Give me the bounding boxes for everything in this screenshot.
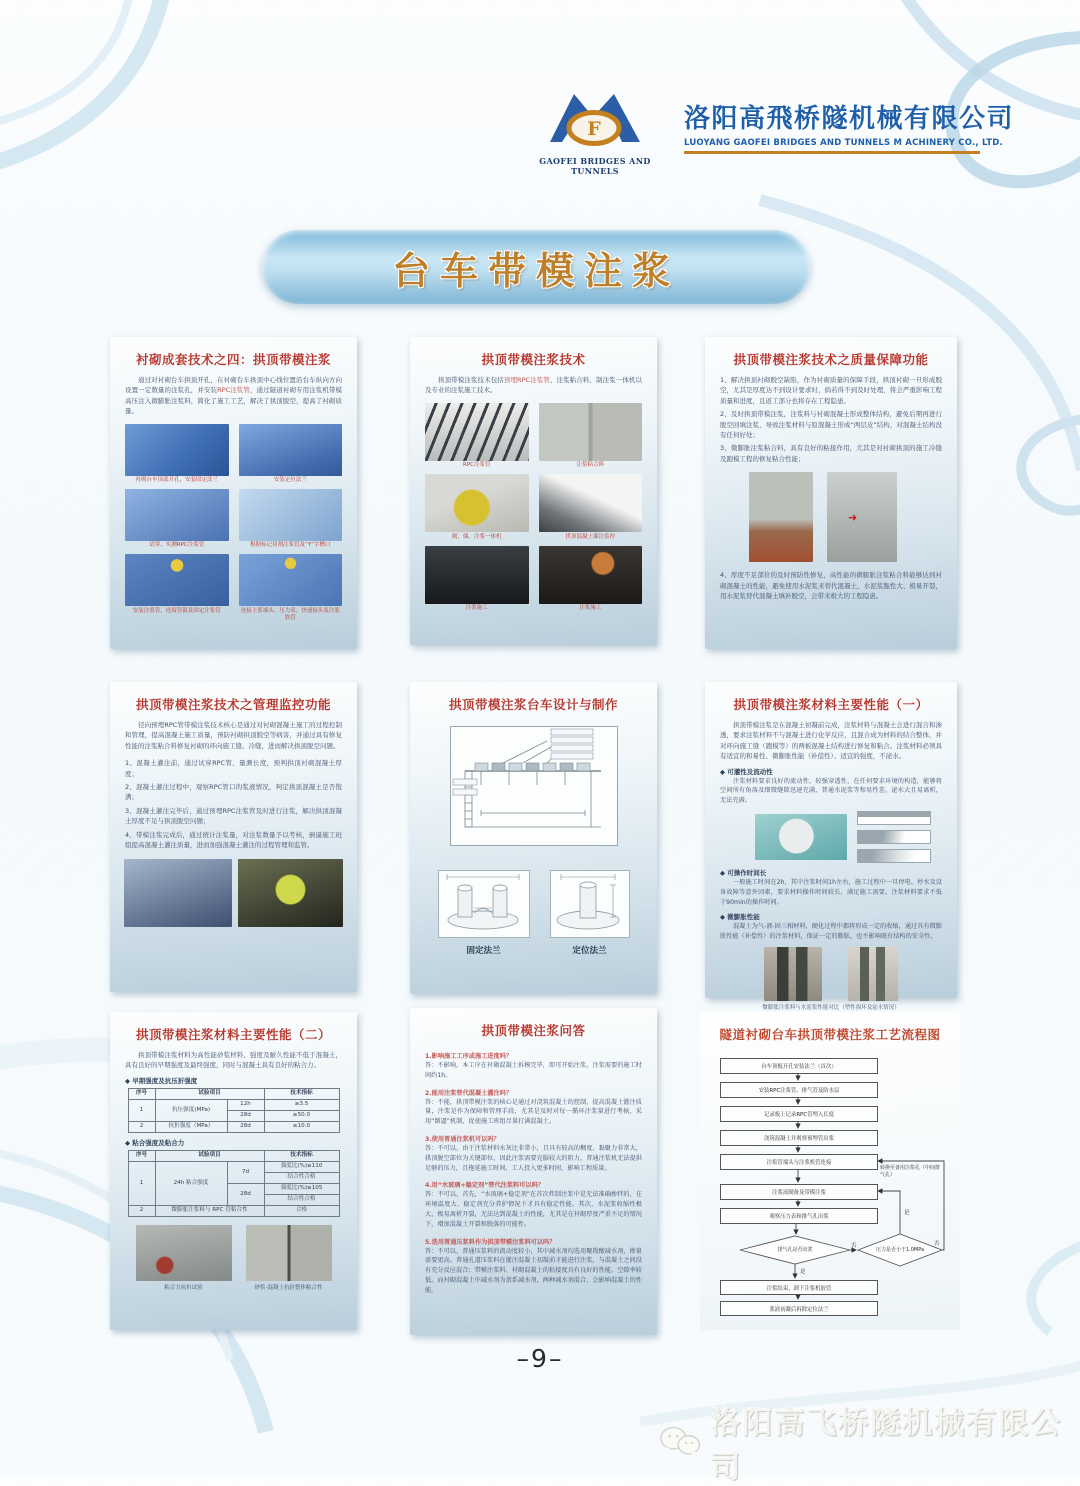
panel-title: 隧道衬砌台车拱顶带模注浆工艺流程图 [719,1027,941,1042]
cell: 结合性合格 [264,1194,339,1205]
answer-1: 答：不影响，本工序在衬砌混凝土拆模完毕，即可开始注浆，注浆需要的施工时间约1h。 [425,1062,642,1079]
flow-step-5: 注浆管端头与注浆机管连接 [720,1154,878,1170]
photo-caption: 连接上浆端头、压力表、快速接头及注浆软管 [240,607,340,621]
page-number: –9– [516,1344,564,1373]
flow-label-yes: 是 [904,1210,910,1216]
photo-caption: 试穿、实测RPC注浆管 [149,542,205,549]
panel-intro: 拱顶带模注浆是在混凝土初凝前完成，注浆材料与混凝土会进行混合和渗透，要求注浆材料不与混凝土进行化学反应，且混合成为材料的结合整体，并对环向施工缝（跑模等）的两板混凝土结构进行修复和粘合。注浆材料必须具有适宜的和易性、微膨胀性能（补偿性）、适宜的强度，不泌水。 [720,721,942,761]
cell: 28d [227,1110,264,1121]
positioning-flange-drawing [551,871,627,935]
photo-caption: 拱顶混凝土灌注监控 [565,533,615,540]
panel-intro: 径向预埋RPC管带模注浆技术核心是通过对衬砌混凝土施工的过程控制和管理，提高混凝土施工质量，预防衬砌拱顶脱空等病害，并通过具有修复性能的注浆粘合料修复衬砌的环向施工缝、冷缝，进而解决拱顶脱空问题。 [125,721,342,750]
photo-caption: 注浆粘合料 [576,462,604,469]
flow-label-yes: 是 [800,1269,806,1275]
flow-diagrams [857,811,931,863]
flange-caption-right: 定位法兰 [572,946,607,956]
panel-trolley-design [410,682,657,994]
company-logo [520,84,670,176]
flow-step-6: 注浆液制备及带模注浆 [720,1184,878,1200]
th-seq: 序号 [128,1150,155,1161]
page-header [520,84,1015,194]
panel-material-performance-1 [705,682,957,1012]
photo-grouting-work-2 [539,546,643,604]
flow-decision-pressure: 压力是否小于1.0MPa [875,1247,925,1253]
cell: 结合性合格 [264,1172,339,1183]
intro-red: 预埋RPC注浆管 [503,376,550,384]
page-title: 台车带模注浆 [391,247,680,293]
th-index: 技术指标 [264,1150,339,1161]
intro-red: RPC注浆管 [217,386,250,395]
cell: ≥10.0 [264,1121,339,1132]
question-4: 4.用“水玻璃+稳定剂”替代注浆料可以吗？ [425,1182,544,1190]
cross-section-drawing [451,727,615,843]
flow-step-9: 浆液初凝后拆除定位法兰 [720,1301,878,1316]
item-1: 1、混凝土灌注前，通过试穿RPC管、量测长度，预判拱顶衬砌混凝土厚度； [125,759,342,778]
th-index: 技术指标 [264,1088,339,1099]
cell: 28d [227,1183,264,1205]
photo-caption: 注浆施工 [465,605,488,612]
flow-diagram-1 [857,811,931,825]
strength-table [128,1088,340,1133]
question-5: 5.选用普通压浆料作为拱顶带模注浆料可以吗？ [425,1238,556,1246]
cell: 12h [227,1099,264,1110]
photo-bond-test [136,1225,232,1281]
photo-grout-bags [539,403,643,461]
item-4: 4、带模注浆完成后，通过统计注浆量，对注浆数量予以考核，倒逼施工班组提高混凝土灌注质量，进而加强混凝土灌注的过程管理和监管。 [125,830,342,849]
cell: 1 [128,1099,155,1121]
flow-step-8: 注浆结束，卸下注浆机胶管 [720,1280,878,1295]
wechat-icon [658,1423,702,1461]
gaofei-logo-icon [536,84,654,150]
flow-side-note: 转换至备用注浆孔（中间排气孔） [880,1165,941,1179]
photo-drill-hole [125,424,229,476]
panel-title: 拱顶带模注浆技术 [481,352,586,367]
technical-drawing [450,726,618,846]
flange-caption-left: 固定法兰 [466,946,501,956]
answer-2: 答：不能，拱顶带模注浆的核心是通过对浇筑混凝土的控制，提高混凝土灌注质量，注浆是作为保障和管理手段，尤其是及时对每一循环注浆量进行考核，采用“倒逼”机制，促使施工班组尽量打满混凝土。 [425,1098,642,1126]
para-1: 1、解决拱顶衬砌脱空缺陷，作为衬砌质量的保障手段，拱顶衬砌一旦形成脱空，尤其是厚度达不到设计要求时，倘若得不到及时处理，将会严重影响工程质量和进度，且返工部分也将存在工程隐患。 [720,376,942,405]
panel-title: 拱顶带模注浆材料主要性能（一） [733,697,929,712]
panel-intro [125,375,342,417]
question-3: 3.使用普通注浆机可以吗？ [425,1135,500,1143]
photo-concrete-repair [749,472,813,562]
panel-material-performance-2 [110,1012,357,1330]
intro-post: ，通过隧道衬砌专用注浆机带模高压注入微膨胀注浆料，简化了施工工艺，解决了拱顶脱空，提高了衬砌质量。 [125,386,343,416]
answer-5: 答：不可以，普通压浆料的流动度较小，其中减水剂均选用聚羧酸减水剂，掺量需要更高。普通孔道压浆料在灌注混凝土初凝前才能进行注浆，与混凝土之间没有充分反应混合；带模注浆料、衬砌混凝土的粘接度具有良好的性能，空隙率较低。而衬砌混凝土中减水剂为萘系减水剂，两种减水剂混合，会影响混凝土的性能。 [425,1247,642,1294]
logo-letter: F [587,118,601,140]
photo-caption: 砂浆-混凝土抗折整体粘合性 [254,1284,323,1291]
panel-title: 拱顶带模注浆技术之质量保障功能 [733,352,929,367]
panel-management-monitoring [110,682,357,992]
photo-grout-machine [425,474,529,532]
cell: 1 [128,1161,155,1205]
panel-intro: 拱顶带模注浆材料为高性能砂浆材料，强度及耐久性能不低于混凝土，具有良好的早期强度及最终强度，同时与混凝土具有良好的粘合力。 [125,1051,342,1070]
answer-3: 答：不可以，由于注浆材料水灰比非常小，且具有较高的稠度、黏聚力非常大，拱顶脱空部位为关键部位，因此注浆需要克服较大的阻力，普通注浆机无法提供足够的压力，且拖延施工时间、工人投入更多时间，影响工程质量。 [425,1144,642,1172]
photo-caption: 安装注浆管，连接管箍及固定注浆管 [132,607,221,614]
panel-title: 衬砌成套技术之四：拱顶带模注浆 [135,352,331,367]
question-1: 1.影响施工工序或施工进度吗？ [425,1053,513,1060]
photo-crown-monitor [539,474,643,532]
cell: 合格 [264,1205,339,1216]
cell: ≥3.5 [264,1099,339,1110]
fixed-flange-figure [438,870,530,956]
para-2: 2、及时拱顶带模注浆，注浆料与衬砌混凝土形成整体结构，避免后期再进行脱空回填注浆，导致注浆材料与原混凝土形成“两层皮”结构，对混凝土结构没有任何好处； [720,410,942,439]
flow-step-7: 观察压力表和排气孔出浆 [720,1208,878,1224]
photo-machine-dark [238,859,343,927]
company-name-cn: 洛阳高飛桥隧机械有限公司 [684,104,1015,134]
photo-caption: 根据标记切割注浆管及“Y”字槽口 [250,542,331,549]
flow-label-no: 否 [851,1243,857,1249]
section-1-title: ◆ 早期强度及抗压折强度 [125,1076,198,1085]
flow-step-4: 浇筑混凝土并观察预埋管出浆 [720,1130,878,1146]
intro-post: 、注浆粘合料、制注浆一体机以及专业的注浆施工技术。 [425,376,643,395]
fixed-flange-drawing [439,871,527,935]
bonding-table [128,1150,340,1217]
photo-install-pipe [125,554,229,606]
photo-flow-test [755,814,847,860]
panel-title: 拱顶带模注浆技术之管理监控功能 [135,697,331,712]
flow-step-2: 安装RPC注浆管、排气管及防水层 [720,1082,878,1098]
cell: 2 [128,1205,155,1216]
cell: 强度比(%)≥110 [264,1161,339,1172]
photo-caption: 衬砌台车顶部开孔，安装固定法兰 [135,477,218,484]
bullet-1-title: ◆ 可灌性及流动性 [720,767,773,776]
panel-quality-assurance [705,337,957,649]
flow-decision-outlet: 排气孔是否出浆 [777,1247,813,1253]
section-2-title: ◆ 粘合强度及粘合力 [125,1138,185,1147]
panel-lining-tech-4 [110,337,357,649]
cell: 抗压强度(MPa) [155,1099,227,1121]
intro-pre: 拱顶带模注浆技术包括 [438,376,504,384]
flow-diagram-2 [857,830,931,844]
question-2: 2.能用注浆替代混凝土灌注吗？ [425,1089,513,1097]
photo-caption: 粘合力抗折试验 [164,1284,203,1291]
th-seq: 序号 [128,1088,155,1099]
company-name-en: LUOYANG GAOFEI BRIDGES AND TUNNELS M ACHINERY CO., LTD. [684,138,1003,148]
flowchart [710,1058,946,1322]
logo-caption: GAOFEI BRIDGES AND TUNNELS [539,156,651,176]
cell: 7d [227,1161,264,1183]
th-item: 试验项目 [155,1150,264,1161]
positioning-flange-figure [550,870,630,956]
answer-4: 答：不可以，首先，“水玻璃+稳定剂”在首次拌制注浆中是无法准确掺拌的，在环境温度大、稳定剂充分养护情况下才具有稳定性能。其次，水泥浆收缩性极大，极易离析开裂，无法达到混凝土的性能，尤其是在衬砌厚度严重不足的情况下，增加混凝土开裂和脱落的可能性。 [425,1191,642,1228]
panel-title: 拱顶带模注浆问答 [481,1023,586,1038]
watermark-text: 洛阳高飞桥隧机械有限公司 [710,1406,1063,1485]
watermark [658,1398,1080,1486]
panel-qa [410,1008,657,1335]
item-3: 3、混凝土灌注完毕后，通过预埋RPC注浆管及时进行注浆，解决拱顶混凝土厚度不足与拱顶脱空问题； [125,806,342,826]
panel-intro [425,375,642,396]
para-4: 4、厚度不足部位的及时预防性修复，高性能的微膨胀注浆粘合料能够达到衬砌混凝土的性能，避免使用水泥浆来替代混凝土，水泥浆脆性大、极易开裂，用水泥浆替代混凝土填补脱空，会带来极大的工程隐患。 [720,571,942,600]
photo-caption: 注浆施工 [579,605,602,612]
cell: 抗折强度（MPa） [155,1121,227,1132]
photo-rpc-pipes [425,403,529,461]
cell: 2 [128,1121,155,1132]
bullet-2-text: 一般施工时间在2h，其中注浆时间1h左右，施工过程中一旦停电、停水及设备故障等意外因素，要求材料操作时间较长，满足施工需要。注浆材料要求不低于90min的操作时间。 [720,879,942,906]
photo-positioning-flange [239,424,343,476]
photo-test-pipe [125,489,229,541]
bullet-3-title: ◆ 微膨胀性能 [720,913,760,922]
photo-cut-pipe [239,489,343,541]
flow-diagram-3 [857,849,931,863]
photo-seam-arrow [827,472,897,562]
title-banner [262,230,810,304]
para-3: 3、微膨胀注浆粘合料，具有良好的粘接作用，尤其是对衬砌拱顶的施工冷缝及跑模工程的修复粘合性能； [720,444,942,463]
cell: ≥50.0 [264,1110,339,1121]
panel-process-flowchart [700,1012,960,1330]
photo-grouting-work-1 [425,546,529,604]
photo-caption: 制、储、注浆一体机 [451,533,502,540]
item-2: 2、混凝土灌注过程中，观察RPC管口的浆液情况，判定拱顶混凝土是否饱满； [125,782,342,802]
photo-bottles-left [764,947,822,1001]
th-item: 试验项目 [155,1088,264,1099]
flow-step-3: 记录板上记录RPC管埋入长度 [720,1106,878,1122]
bullet-2-title: ◆ 可操作时间长 [720,869,767,878]
cell: 28d [227,1121,264,1132]
comparison-caption: 微膨胀注浆料与水泥浆性能对比（塑性损坏及泌水情况） [762,1005,900,1012]
orange-rule [684,151,980,154]
photo-bottles-right [848,947,898,1001]
photo-trolley-structure [124,859,232,927]
panel-title: 拱顶带模注浆材料主要性能（二） [135,1027,331,1042]
flow-step-1: 台车顶板开孔安装法兰（首次） [720,1058,878,1074]
intro-pre: 通过对衬砌台车拱顶开孔，在衬砌台车拱顶中心线位置沿台车纵向方向设置一定数量的注浆孔，并安装 [125,376,342,395]
flow-label-no: 否 [934,1241,940,1247]
photo-mortar-bond [246,1225,332,1281]
cell: 微膨胀注浆料与 RPC 管粘合性 [155,1205,264,1216]
panel-grouting-tech [410,337,657,645]
bullet-3-text: 混凝土为气-液-固三相材料，硬化过程中都将形成一定的收缩，通过具有微膨胀性能（补偿性）的注浆材料，保证一定的膨胀，也不影响既有结构的安全性。 [720,923,942,940]
photo-caption: 安装定位法兰 [273,477,307,484]
bullet-1-text: 注浆材料要求良好的流动性、较强穿透性，在任何要求环境的构造，能够将空间所有角落及细微缝隙迅速充满，普通水泥浆等和易性差，泌水大且易离析，无法充满。 [720,777,942,804]
photo-caption: RPC注浆管 [463,462,491,469]
cell: 24h 粘合强度 [155,1161,227,1205]
photo-connect-hose [239,554,343,606]
panel-title: 拱顶带模注浆台车设计与制作 [448,697,618,712]
company-name-block [684,84,1015,154]
cell: 强度比(%)≥105 [264,1183,339,1194]
red-arrow-icon: ➜ [848,510,858,524]
